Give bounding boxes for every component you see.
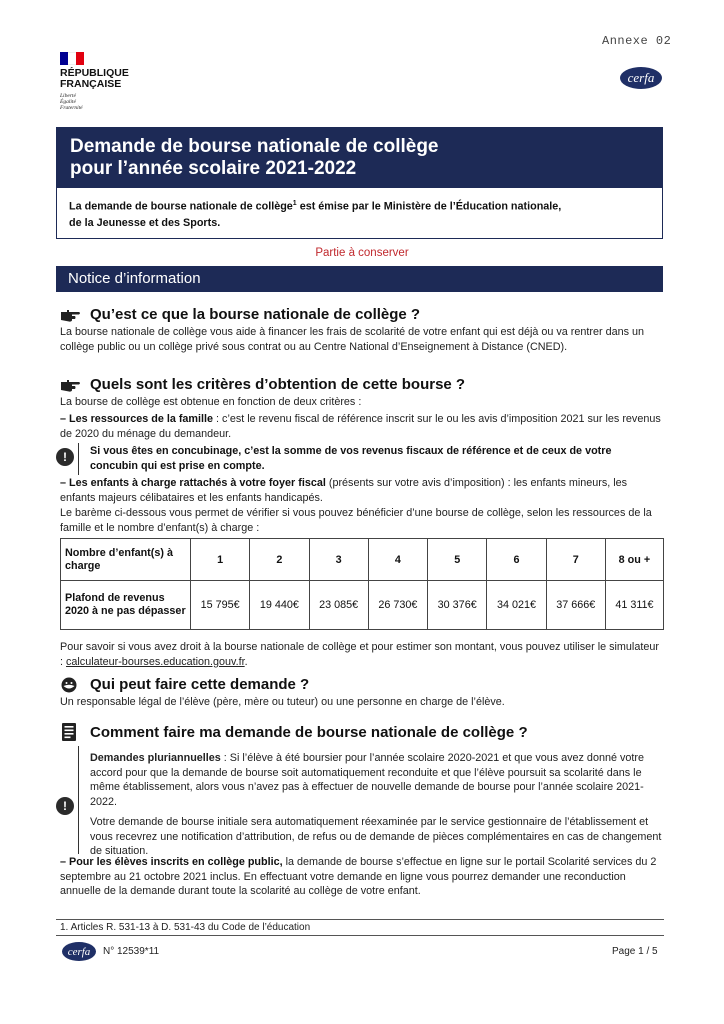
warning-rule — [78, 443, 79, 475]
title-line-2: pour l’année scolaire 2021-2022 — [70, 158, 357, 179]
flag-icon — [60, 52, 84, 65]
criterion-resources: – Les ressources de la famille : c’est le revenu fiscal de référence inscrit sur le ou les avis d’imposition 2021 sur les revenus de 2020 du ménage du demandeur. — [60, 413, 661, 440]
document-title — [56, 127, 663, 187]
bareme-intro: Le barème ci-dessous vous permet de vérifier si vous pouvez bénéficier d’une bourse de collège, selon les ressources de la famille et le nombre d’enfant(s) à charge : — [60, 507, 652, 534]
table-row-ceilings — [61, 581, 664, 630]
table-row-children — [61, 539, 664, 581]
criterion-children: – Les enfants à charge rattachés à votre foyer fiscal (présents sur votre avis d’imposition) : les enfants mineurs, les enfants majeurs célibataires et les enfants handicapés. — [60, 477, 628, 504]
section-body-who: Un responsable légal de l’élève (père, mère ou tuteur) ou une personne en charge de l’élève. — [60, 696, 505, 708]
table-row-label: Nombre d’enfant(s) à charge — [61, 539, 191, 581]
concubinage-warning: Si vous êtes en concubinage, c’est la somme de vos revenus fiscaux de référence et de ceux de votre concubin qui est prise en compte. — [90, 445, 612, 472]
demandes-rule — [78, 746, 79, 854]
footer-divider — [56, 935, 664, 936]
table-cell: 5 — [428, 539, 487, 581]
annex-label: Annexe 02 — [602, 34, 672, 48]
title-line-1: Demande de bourse nationale de collège — [70, 136, 439, 157]
logo-line-1: RÉPUBLIQUE — [60, 67, 129, 79]
section-heading-who: Qui peut faire cette demande ? — [60, 676, 309, 693]
exclamation-icon: ! — [56, 797, 74, 815]
table-cell: 30 376€ — [428, 581, 487, 630]
simulator-text: Pour savoir si vous avez droit à la bourse nationale de collège et pour estimer son montant, vous pouvez utiliser le simulateur : calculateur-bourses.education.gouv.fr. — [60, 641, 659, 668]
table-cell: 1 — [191, 539, 250, 581]
table-cell: 37 666€ — [546, 581, 605, 630]
cerfa-number: N° 12539*11 — [103, 946, 160, 957]
table-cell: 4 — [368, 539, 427, 581]
footnote-ref[interactable]: 1 — [292, 200, 297, 207]
section-heading-what: Qu’est ce que la bourse nationale de collège ? — [60, 306, 420, 323]
table-cell: 34 021€ — [487, 581, 546, 630]
notice-heading: Notice d’information — [56, 266, 663, 292]
section-heading-how: Comment faire ma demande de bourse nationale de collège ? — [60, 722, 528, 742]
table-cell: 19 440€ — [250, 581, 309, 630]
logo-line-2: FRANÇAISE — [60, 78, 122, 90]
bareme-table — [60, 538, 664, 630]
multiyear-requests-text: Demandes pluriannuelles : Si l’élève à été boursier pour l’année scolaire 2020-2021 et que vous avez donné votre accord pour que la demande de bourse soit automatiquement reconduite et que l’élève poursuit sa scolarité dans le même établissement, alors vous n’avez pas à effectuer de nouvelle demande de bourse pour l’année scolaire 2021- 2022. Votre demande de bourse initiale sera automatiquement réexaminée par le service gestionnaire de l’établissement et vous recevrez une notification d’attribution, de refus ou de demande de pièces complémentaires en cas de changement de situation. — [90, 752, 662, 857]
cerfa-logo: cerfa — [620, 67, 662, 89]
partie-a-conserver: Partie à conserver — [315, 247, 409, 259]
criteria-intro: La bourse de collège est obtenue en fonction de deux critères : — [60, 396, 362, 408]
republique-francaise-logo — [60, 52, 140, 111]
table-row-label: Plafond de revenus 2020 à ne pas dépasser — [61, 581, 191, 630]
table-cell: 23 085€ — [309, 581, 368, 630]
simulator-link[interactable]: calculateur-bourses.education.gouv.fr — [66, 655, 245, 668]
table-cell: 3 — [309, 539, 368, 581]
table-cell: 15 795€ — [191, 581, 250, 630]
table-cell: 7 — [546, 539, 605, 581]
pointing-hand-icon — [60, 377, 82, 393]
cerfa-logo-footer: cerfa — [62, 942, 96, 961]
document-icon — [60, 722, 82, 742]
table-cell: 6 — [487, 539, 546, 581]
pointing-hand-icon — [60, 307, 82, 323]
person-face-icon — [60, 677, 82, 693]
intro-box: La demande de bourse nationale de collège$^1$ est émise par le Ministère de l’Éducation nationale, de la Jeunesse et des Sports. — [56, 187, 663, 239]
table-cell: 2 — [250, 539, 309, 581]
table-cell: 41 311€ — [605, 581, 663, 630]
table-cell: 26 730€ — [368, 581, 427, 630]
table-cell: 8 ou + — [605, 539, 663, 581]
footnote: 1. Articles R. 531-13 à D. 531-43 du Code de l’éducation — [60, 922, 311, 933]
exclamation-icon: ! — [56, 448, 74, 466]
logo-motto: Liberté Égalité Fraternité — [60, 93, 83, 111]
section-heading-criteria: Quels sont les critères d’obtention de cette bourse ? — [60, 376, 465, 393]
public-college-text: – Pour les élèves inscrits en collège public, la demande de bourse s’effectue en ligne sur le portail Scolarité services du 2 septembre au 21 octobre 2021 inclus. En effectuant votre demande en ligne vous pourrez demander une reconduction annuelle de la demande durant toute la scolarité au collège de votre enfant. — [60, 856, 657, 897]
page-number: Page 1 / 5 — [612, 946, 658, 957]
section-body-what: La bourse nationale de collège vous aide à financer les frais de scolarité de votre enfant qui est déjà ou va rentrer dans un collège public ou un collège privé sous contrat ou au Centre National d’Enseignement à Distance (CNED). — [60, 326, 645, 353]
footnote-divider — [56, 919, 664, 920]
